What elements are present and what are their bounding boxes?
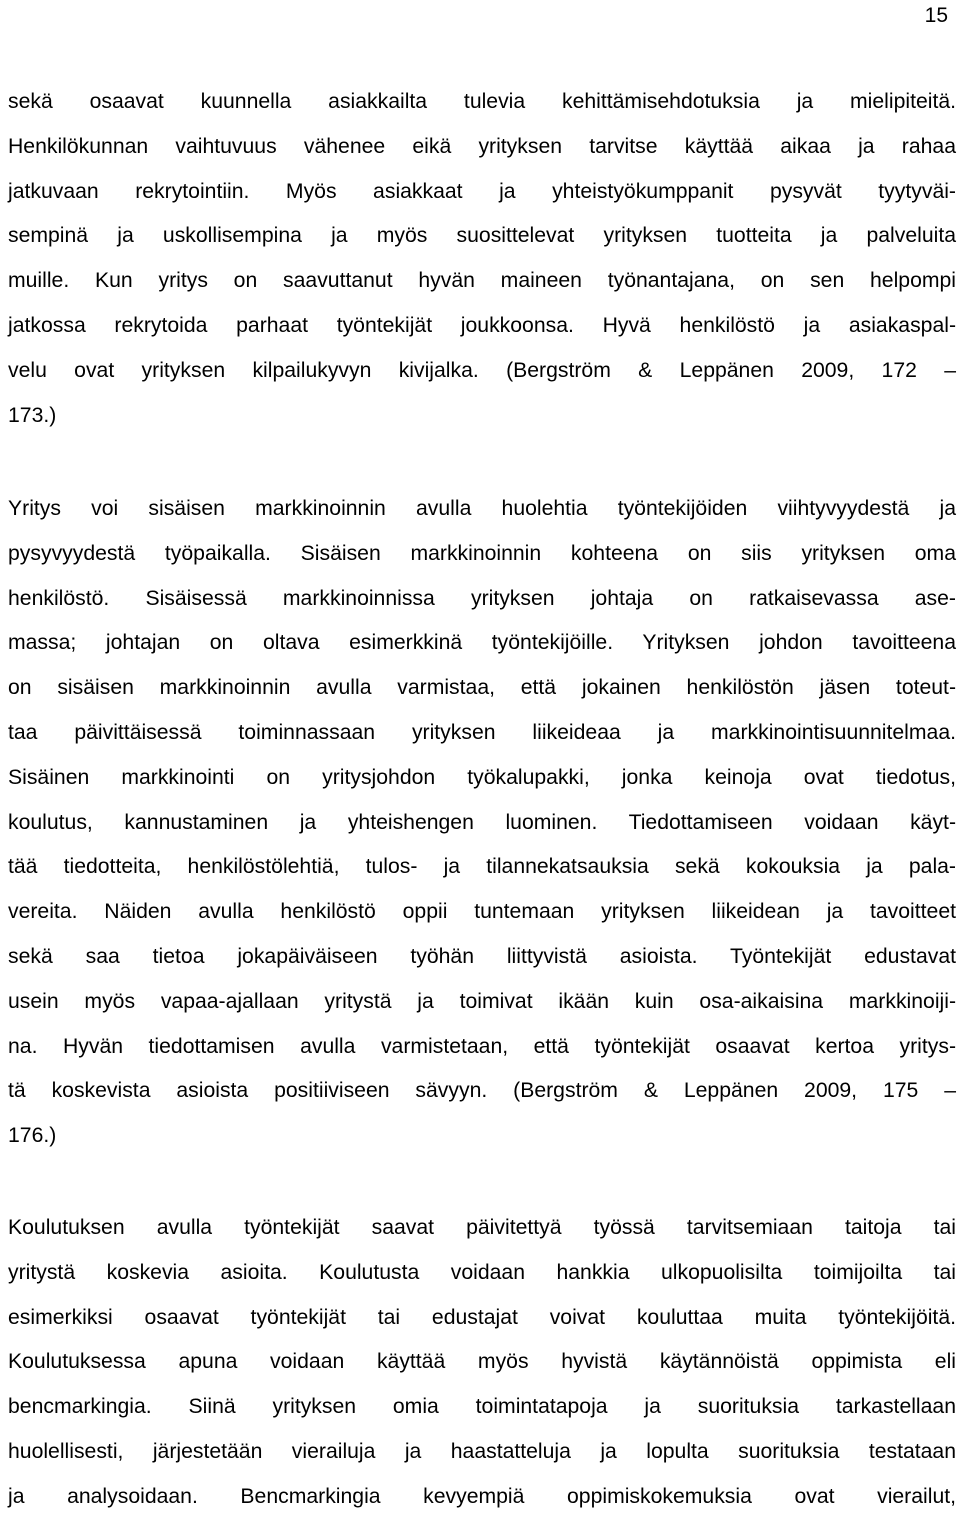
text-line: taa päivittäisessä toiminnassaan yrityksen liikeideaa ja markkinointisuunnitelmaa. [8, 720, 956, 744]
text-line: pysyvyydestä työpaikalla. Sisäisen markkinoinnin kohteena on siis yrityksen oma [8, 541, 956, 565]
text-line: sempinä ja uskollisempina ja myös suosittelevat yrityksen tuotteita ja palveluita [8, 224, 956, 248]
text-line: na. Hyvän tiedottamisen avulla varmistetaan, että työntekijät osaavat kertoa yritys- [8, 1034, 956, 1058]
text-line: Sisäinen markkinointi on yritysjohdon työkalupakki, jonka keinoja ovat tiedotus, [8, 765, 956, 789]
text-line: on sisäisen markkinoinnin avulla varmistaa, että jokainen henkilöstön jäsen toteut- [8, 676, 956, 700]
page-number: 15 [924, 4, 948, 27]
text-line: huolellisesti, järjestetään vierailuja ja haastatteluja ja lopulta suorituksia testataan [8, 1439, 956, 1463]
text-line: 173.) [8, 403, 57, 427]
text-line: esimerkiksi osaavat työntekijät tai edustajat voivat kouluttaa muita työntekijöitä. [8, 1305, 956, 1329]
text-line: bencmarkingia. Siinä yrityksen omia toimintatapoja ja suorituksia tarkastellaan [8, 1395, 956, 1419]
text-line: ja analysoidaan. Bencmarkingia kevyempiä oppimiskokemuksia ovat vierailut, [8, 1484, 956, 1508]
text-line: muille. Kun yritys on saavuttanut hyvän maineen työnantajana, on sen helpompi [8, 269, 956, 293]
text-line: yritystä koskevia asioita. Koulutusta voidaan hankkia ulkopuolisilta toimijoilta tai [8, 1260, 956, 1284]
text-line: sekä saa tietoa jokapäiväiseen työhän liittyvistä asioista. Työntekijät edustavat [8, 944, 956, 968]
paragraph-1 [8, 80, 956, 438]
text-line: tä koskevista asioista positiiviseen sävyyn. (Bergström & Leppänen 2009, 175 – [8, 1079, 956, 1103]
text-line: usein myös vapaa-ajallaan yritystä ja toimivat ikään kuin osa-aikaisina markkinoiji- [8, 989, 956, 1013]
text-line: koulutus, kannustaminen ja yhteishengen luominen. Tiedottamiseen voidaan käyt- [8, 810, 956, 834]
text-line: 176.) [8, 1124, 57, 1148]
text-line: jatkuvaan rekrytointiin. Myös asiakkaat ja yhteistyökumppanit pysyvät tyytyväi- [8, 179, 956, 203]
text-line: Yritys voi sisäisen markkinoinnin avulla huolehtia työntekijöiden viihtyvyydestä ja [8, 497, 956, 520]
paragraph-2 [8, 487, 956, 1159]
text-line: jatkossa rekrytoida parhaat työntekijät joukkoonsa. Hyvä henkilöstö ja asiakaspal- [8, 313, 956, 337]
text-line: tää tiedotteita, henkilöstölehtiä, tulos- ja tilannekatsauksia sekä kokouksia ja pala- [8, 855, 956, 879]
text-line: henkilöstö. Sisäisessä markkinoinnissa yrityksen johtaja on ratkaisevassa ase- [8, 586, 956, 610]
paragraph-3 [8, 1206, 956, 1520]
text-line: Henkilökunnan vaihtuvuus vähenee eikä yrityksen tarvitse käyttää aikaa ja rahaa [8, 134, 956, 158]
text-line: velu ovat yrityksen kilpailukyvyn kivijalka. (Bergström & Leppänen 2009, 172 – [8, 358, 956, 382]
text-line: massa; johtajan on oltava esimerkkinä työntekijöille. Yrityksen johdon tavoitteena [8, 631, 956, 655]
text-line: vereita. Näiden avulla henkilöstö oppii tuntemaan yrityksen liikeidean ja tavoitteet [8, 900, 956, 924]
text-line: Koulutuksen avulla työntekijät saavat päivitettyä työssä tarvitsemiaan taitoja tai [8, 1216, 956, 1239]
text-line: sekä osaavat kuunnella asiakkailta tulevia kehittämisehdotuksia ja mielipiteitä. [8, 90, 956, 113]
text-line: Koulutuksessa apuna voidaan käyttää myös hyvistä käytännöistä oppimista eli [8, 1350, 956, 1374]
